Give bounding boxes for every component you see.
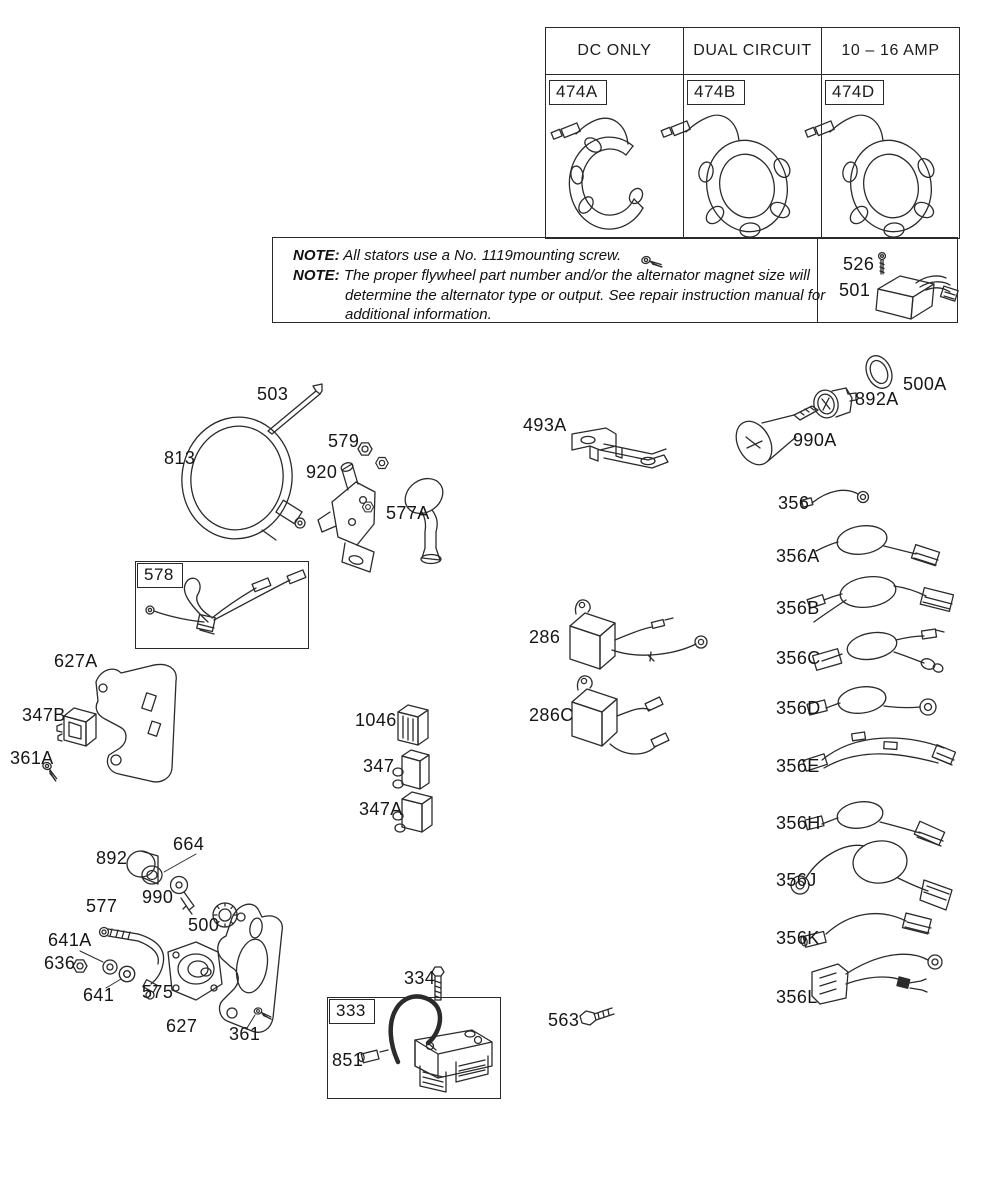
part-label-356K: 356K: [776, 928, 820, 948]
part-label-577: 577: [86, 896, 118, 916]
notes-box: [272, 237, 826, 324]
part-label-356B: 356B: [776, 598, 820, 618]
harness-356e-illustration: [803, 732, 956, 771]
stator-column-10-16-amp: [822, 28, 959, 238]
part-label-990: 990: [142, 887, 174, 907]
nuts-579-illustration: [358, 443, 388, 469]
harness-356c-illustration: [813, 629, 944, 674]
part-label-474B: 474B: [687, 80, 745, 105]
part-label-851: 851: [332, 1050, 364, 1070]
module-286-illustration: [570, 600, 707, 669]
stator-column-dual-circuit: [684, 28, 822, 238]
part-label-500A: 500A: [903, 374, 947, 394]
note-1-text: All stators use a No. 1119mounting screw.: [343, 247, 622, 264]
part-label-361: 361: [229, 1024, 261, 1044]
column-header-dc-only: DC ONLY: [546, 28, 683, 75]
part-label-356L: 356L: [776, 987, 818, 1007]
part-label-333: 333: [329, 999, 375, 1024]
part-label-356A: 356A: [776, 546, 820, 566]
part-label-577A: 577A: [386, 503, 430, 523]
part-label-579: 579: [328, 431, 360, 451]
leader-lines-washers: [80, 951, 121, 988]
part-label-892A: 892A: [855, 389, 899, 409]
part-label-636: 636: [44, 953, 76, 973]
note-2: [293, 266, 845, 325]
part-label-356J: 356J: [776, 870, 817, 890]
part-label-990A: 990A: [793, 430, 837, 450]
part-label-563: 563: [548, 1010, 580, 1030]
part-label-575: 575: [142, 982, 174, 1002]
key-990-illustration: [171, 877, 195, 915]
part-label-334: 334: [404, 968, 436, 988]
switch-347-illustration: [393, 750, 429, 789]
note-2-keyword: NOTE:: [293, 266, 340, 284]
part-label-286C: 286C: [529, 705, 574, 725]
part-label-920: 920: [306, 462, 338, 482]
part-label-347B: 347B: [22, 705, 66, 725]
part-label-493A: 493A: [523, 415, 567, 435]
assembly-575-illustration: [168, 942, 222, 1000]
part-label-361A: 361A: [10, 748, 54, 768]
part-label-526: 526: [843, 254, 875, 274]
part-label-286: 286: [529, 627, 561, 647]
harness-356-illustration: [801, 490, 868, 507]
column-header-10-16-amp: 10 – 16 AMP: [822, 28, 959, 75]
bracket-627a-illustration: [96, 664, 176, 781]
washer-641-illustration: [119, 966, 134, 981]
module-286c-illustration: [572, 676, 669, 754]
harness-356h-illustration: [805, 799, 945, 846]
bracket-493a-illustration: [572, 428, 668, 468]
bracket-627-illustration: [218, 904, 283, 1032]
part-label-892: 892: [96, 848, 128, 868]
part-label-503: 503: [257, 384, 289, 404]
note-1: [293, 246, 807, 266]
part-label-356: 356: [778, 493, 810, 513]
ring-500a-illustration: [861, 352, 897, 393]
part-label-356E: 356E: [776, 756, 820, 776]
part-label-627: 627: [166, 1016, 198, 1036]
part-label-627A: 627A: [54, 651, 98, 671]
washer-641a-illustration: [103, 960, 117, 974]
part-label-1046: 1046: [355, 710, 397, 730]
stator-column-dc-only: [546, 28, 684, 238]
harness-356b-illustration: [807, 573, 953, 622]
part-label-474A: 474A: [549, 80, 607, 105]
note-2-text: The proper flywheel part number and/or the alternator magnet size will determine the alternator type or output. See repair instruction manual for additional information.: [343, 266, 826, 324]
switch-892-illustration: [127, 851, 196, 884]
part-label-578: 578: [137, 563, 183, 588]
bolt-563-illustration: [580, 1008, 614, 1025]
note-1-keyword: NOTE:: [293, 247, 340, 264]
part-label-641: 641: [83, 985, 115, 1005]
harness-356a-illustration: [816, 523, 940, 566]
part-label-347: 347: [363, 756, 395, 776]
part-label-356C: 356C: [776, 648, 821, 668]
column-header-dual-circuit: DUAL CIRCUIT: [684, 28, 821, 75]
switch-892a-illustration: [811, 387, 856, 420]
clamp-813-illustration: [173, 409, 305, 547]
part-label-664: 664: [173, 834, 205, 854]
stator-table: [545, 27, 960, 239]
switch-1046-illustration: [398, 705, 428, 745]
part-label-356H: 356H: [776, 813, 821, 833]
part-label-347A: 347A: [359, 799, 403, 819]
part-label-813: 813: [164, 448, 196, 468]
harness-356d-illustration: [807, 684, 936, 716]
part-label-501: 501: [839, 280, 871, 300]
part-label-356D: 356D: [776, 698, 821, 718]
part-label-500: 500: [188, 915, 220, 935]
part-label-474D: 474D: [825, 80, 884, 105]
part-label-641A: 641A: [48, 930, 92, 950]
harness-356l-illustration: [812, 954, 942, 1004]
